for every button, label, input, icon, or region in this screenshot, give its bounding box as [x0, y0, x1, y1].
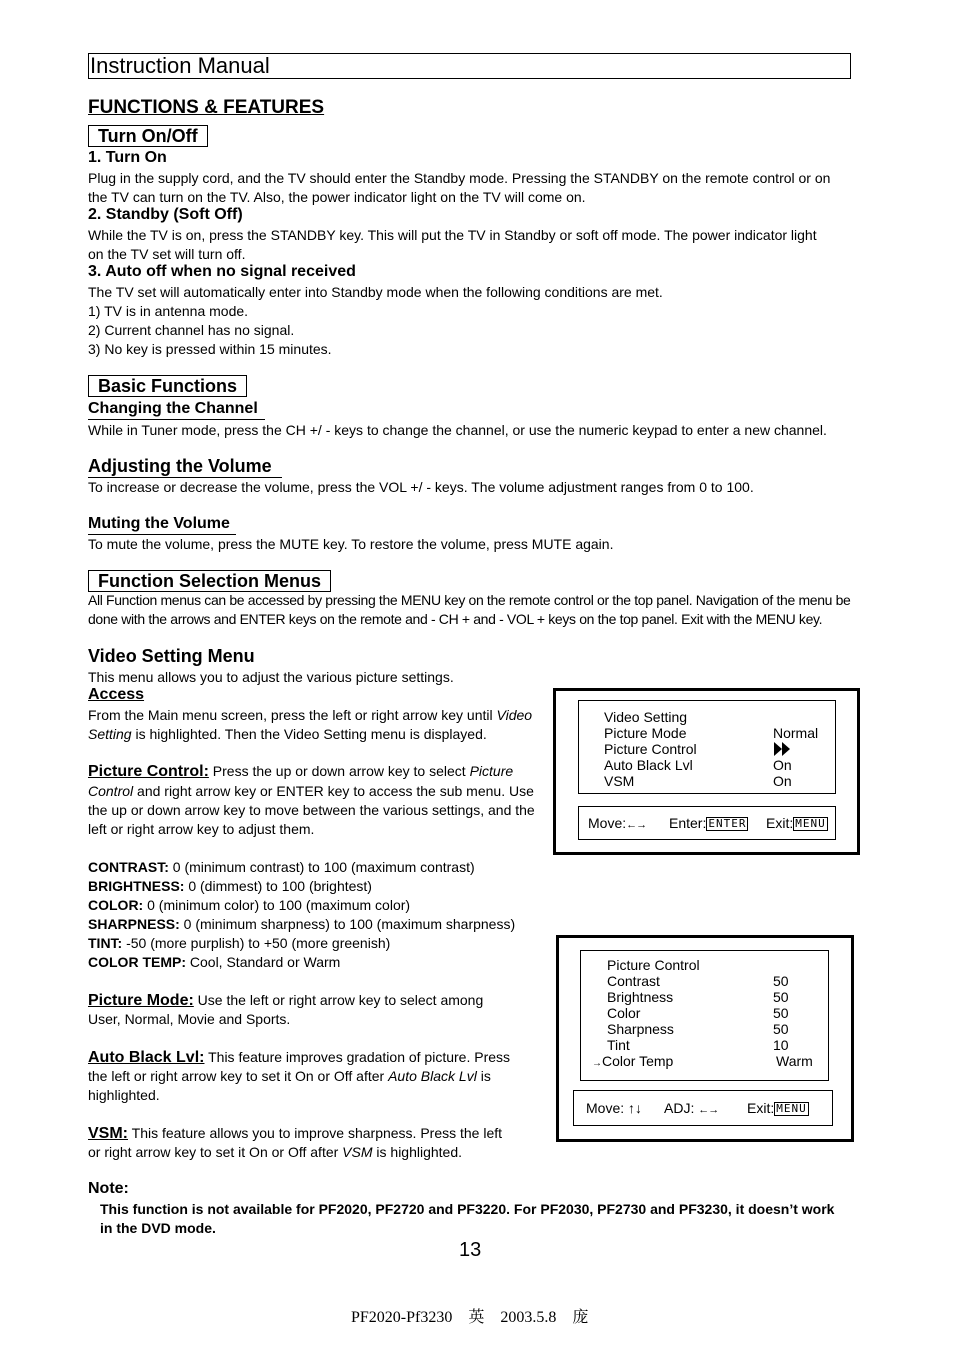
auto-black-heading: Auto Black Lvl: — [88, 1049, 205, 1066]
spec-sharpness: SHARPNESS: 0 (minimum sharpness) to 100 (maximum sharpness) — [88, 916, 516, 932]
osd-value-auto-black: On — [773, 757, 792, 773]
osd-title: Picture Control — [607, 957, 700, 973]
osd-menu-panel — [580, 950, 829, 1081]
spec-contrast: CONTRAST: 0 (minimum contrast) to 100 (maximum contrast) — [88, 859, 475, 875]
osd-item-contrast: Contrast — [607, 973, 660, 989]
standby-text-line1: While the TV is on, press the STANDBY key. This will put the TV in Standby or soft off mode. The power indicator light — [88, 227, 817, 243]
osd-item-auto-black: Auto Black Lvl — [604, 757, 693, 773]
osd-title: Video Setting — [604, 709, 688, 725]
picture-control-line3: the up or down arrow key to move between the various settings, and the — [88, 802, 535, 818]
osd-item-color-temp: →Color Temp — [592, 1053, 674, 1069]
osd-value-vsm: On — [773, 773, 792, 789]
access-text-line2: Setting is highlighted. Then the Video Setting menu is displayed. — [88, 726, 487, 742]
turn-on-text-line2: the TV can turn on the TV. Also, the power indicator light on the TV will come on. — [88, 189, 586, 205]
standby-heading: 2. Standby (Soft Off) — [88, 206, 243, 223]
vsm-line1: VSM: This feature allows you to improve sharpness. Press the left — [88, 1125, 503, 1142]
manual-header: Instruction Manual — [88, 53, 851, 79]
changing-channel-text: While in Tuner mode, press the CH +/ - keys to change the channel, or use the numeric keypad to enter a new channel. — [88, 422, 827, 438]
spec-tint: TINT: -50 (more purplish) to +50 (more greenish) — [88, 935, 391, 951]
osd-value-sharpness: 50 — [773, 1021, 789, 1037]
spec-color: COLOR: 0 (minimum color) to 100 (maximum color) — [88, 897, 411, 913]
osd-value-color-temp: Warm — [776, 1053, 813, 1069]
auto-black-line3: highlighted. — [88, 1087, 160, 1103]
section-title: FUNCTIONS & FEATURES — [88, 97, 325, 118]
picture-control-osd — [556, 935, 854, 1142]
adjusting-volume-text: To increase or decrease the volume, press the VOL +/ - keys. The volume adjustment ranges from 0 to 100. — [88, 479, 754, 495]
condition-2: 2) Current channel has no signal. — [88, 322, 295, 338]
osd-value-brightness: 50 — [773, 989, 789, 1005]
picture-control-line2: Control and right arrow key or ENTER key to access the sub menu. Use — [88, 783, 534, 799]
function-selection-heading: Function Selection Menus — [88, 570, 331, 592]
adjusting-volume-heading: Adjusting the Volume — [88, 456, 272, 476]
enter-key-icon: ENTER — [708, 817, 747, 831]
osd-help-bar — [573, 1090, 833, 1126]
vsm-heading: VSM: — [88, 1125, 128, 1142]
basic-functions-heading: Basic Functions — [88, 375, 247, 397]
changing-channel-heading: Changing the Channel — [88, 400, 258, 417]
access-text-line1: From the Main menu screen, press the left or right arrow key until Video — [88, 707, 533, 723]
osd-adj-hint: ADJ: ←→ — [664, 1100, 719, 1116]
osd-value-tint: 10 — [773, 1037, 789, 1053]
function-selection-text-line1: All Function menus can be accessed by pressing the MENU key on the remote control or the top panel. Navigation of the menu be — [88, 592, 851, 608]
picture-mode-line1: Picture Mode: Use the left or right arrow key to select among — [88, 992, 484, 1009]
note-heading: Note: — [88, 1180, 129, 1197]
muting-volume-heading: Muting the Volume — [88, 515, 230, 532]
note-text-line1: This function is not available for PF2020, PF2720 and PF3220. For PF2030, PF2730 and PF3230, it doesn’t work — [100, 1201, 835, 1217]
note-text-line2: in the DVD mode. — [100, 1220, 216, 1236]
document-footer: PF2020-Pf3230 英 2003.5.8 庞 — [351, 1309, 589, 1326]
osd-help-bar — [578, 806, 836, 840]
menu-key-icon: MENU — [776, 1102, 807, 1116]
picture-control-line1: Picture Control: Press the up or down arrow key to select Picture — [88, 763, 514, 780]
picture-mode-heading: Picture Mode: — [88, 992, 194, 1009]
auto-off-heading: 3. Auto off when no signal received — [88, 263, 356, 280]
osd-item-picture-control: Picture Control — [604, 741, 697, 757]
auto-black-line2: the left or right arrow key to set it On or Off after Auto Black Lvl is — [88, 1068, 491, 1084]
spec-color-temp: COLOR TEMP: Cool, Standard or Warm — [88, 954, 341, 970]
video-setting-intro: This menu allows you to adjust the various picture settings. — [88, 669, 454, 685]
left-right-arrow-icon: ←→ — [626, 819, 647, 831]
muting-volume-text: To mute the volume, press the MUTE key. To restore the volume, press MUTE again. — [88, 536, 614, 552]
function-selection-text-line2: done with the arrows and ENTER keys on the remote and - CH + and - VOL + keys on the top panel. Exit with the MENU key. — [88, 611, 823, 627]
turn-on-heading: 1. Turn On — [88, 149, 167, 166]
vsm-line2: or right arrow key to set it On or Off after VSM is highlighted. — [88, 1144, 463, 1160]
left-right-arrow-icon: ←→ — [698, 1104, 719, 1116]
video-setting-osd — [553, 688, 860, 855]
access-heading: Access — [88, 686, 145, 703]
osd-menu-panel — [578, 700, 836, 794]
standby-text-line2: on the TV set will turn off. — [88, 246, 246, 262]
picture-control-heading: Picture Control: — [88, 763, 209, 780]
auto-off-text: The TV set will automatically enter into Standby mode when the following conditions are met. — [88, 284, 663, 300]
osd-item-picture-mode: Picture Mode — [604, 725, 687, 741]
osd-item-vsm: VSM — [604, 773, 635, 789]
osd-item-sharpness: Sharpness — [607, 1021, 674, 1037]
video-setting-heading: Video Setting Menu — [88, 646, 255, 666]
picture-control-line4: left or right arrow key to adjust them. — [88, 821, 315, 837]
menu-key-icon: MENU — [795, 817, 826, 831]
osd-value-contrast: 50 — [773, 973, 789, 989]
osd-move-hint: Move: ↑↓ — [586, 1100, 643, 1116]
picture-mode-line2: User, Normal, Movie and Sports. — [88, 1011, 291, 1027]
turn-on-text-line1: Plug in the supply cord, and the TV should enter the Standby mode. Pressing the STANDBY on the remote control or on — [88, 170, 831, 186]
osd-exit-hint: Exit: MENU — [766, 815, 826, 831]
heading-underline — [88, 419, 265, 420]
osd-value-color: 50 — [773, 1005, 789, 1021]
osd-item-tint: Tint — [607, 1037, 630, 1053]
osd-item-color: Color — [607, 1005, 641, 1021]
spec-brightness: BRIGHTNESS: 0 (dimmest) to 100 (brightest) — [88, 878, 372, 894]
osd-exit-hint: Exit: MENU — [747, 1100, 807, 1116]
up-down-arrow-icon: ↑↓ — [628, 1100, 643, 1116]
auto-black-line1: Auto Black Lvl: This feature improves gradation of picture. Press — [88, 1049, 511, 1066]
osd-item-brightness: Brightness — [607, 989, 674, 1005]
pointer-arrow-icon: → — [592, 1058, 602, 1069]
osd-move-hint: Move:←→ — [588, 815, 647, 831]
turn-on-off-heading: Turn On/Off — [88, 125, 208, 147]
osd-enter-hint: Enter: ENTER — [669, 815, 747, 831]
condition-3: 3) No key is pressed within 15 minutes. — [88, 341, 332, 357]
osd-value-picture-mode: Normal — [773, 725, 819, 741]
page-number: 13 — [459, 1239, 482, 1261]
condition-1: 1) TV is in antenna mode. — [88, 303, 249, 319]
